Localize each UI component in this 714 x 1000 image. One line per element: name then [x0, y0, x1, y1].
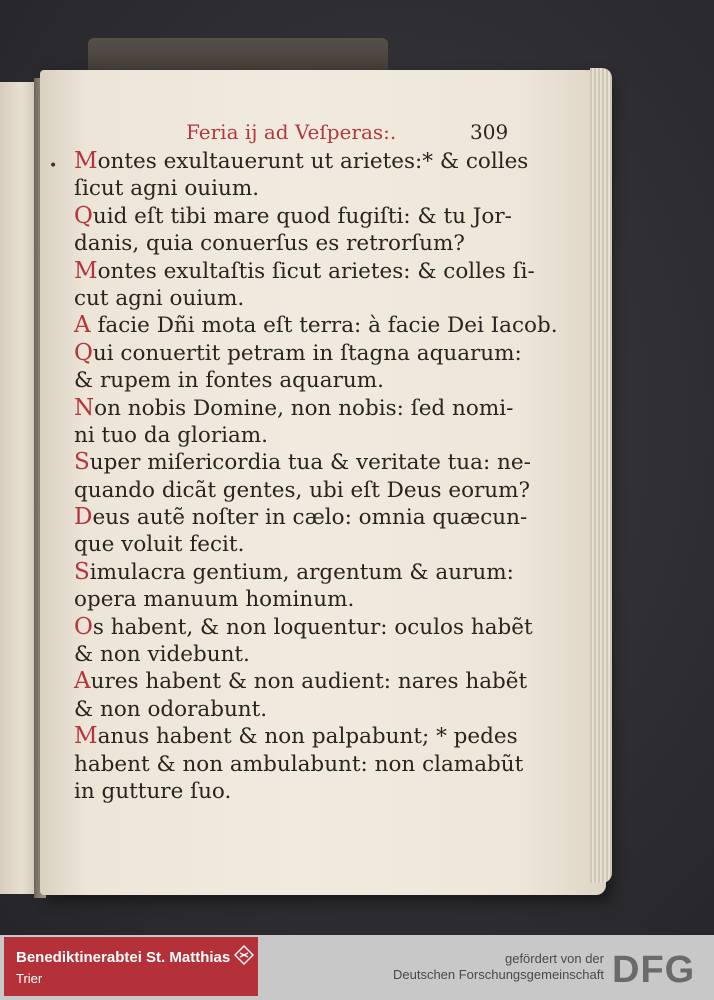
rubric-initial: Q [74, 202, 93, 229]
dfg-logo[interactable] [612, 949, 706, 987]
rubric-initial: M [74, 257, 98, 284]
text-line [74, 230, 524, 257]
text-line [74, 559, 524, 586]
text-line [74, 175, 524, 202]
text-line [74, 367, 524, 394]
text-line [74, 723, 524, 750]
page-number: 309 [470, 120, 509, 144]
text-line [74, 257, 535, 285]
footer-bar [0, 935, 714, 1000]
margin-mark: • [49, 158, 58, 174]
line-text: ſicut agni ouium. [74, 176, 260, 202]
rubric-initial: M [74, 723, 98, 750]
text-line [74, 504, 528, 531]
psalm-text [74, 148, 558, 805]
line-text: cut agni ouium. [74, 285, 245, 311]
institution-name: Benediktinerabtei St. Matthias [16, 949, 231, 966]
line-text: uid eſt tibi mare quod fugiſti: & tu Jor- [92, 203, 512, 229]
line-text: s habent, & non loquentur: oculos habẽt [92, 614, 533, 640]
funding-note [393, 951, 604, 983]
line-text: quando dicãt gentes, ubi eſt Deus eorum? [74, 477, 531, 503]
line-text: imulacra gentium, argentum & aurum: [89, 559, 514, 585]
text-line [74, 449, 531, 476]
line-text: ui conuertit petram in ſtagna aquarum: [92, 340, 522, 366]
line-text: habent & non ambulabunt: non clamabũt [74, 751, 524, 777]
text-line [74, 778, 524, 805]
line-text: uper miſericordia tua & veritate tua: ne- [89, 450, 531, 476]
line-text: ni tuo da gloriam. [74, 422, 269, 448]
abbey-emblem-icon [234, 945, 254, 965]
rubric-initial: D [74, 504, 93, 531]
line-text: ures habent & non audient: nares habẽt [90, 669, 528, 695]
text-line [74, 285, 524, 312]
text-line [74, 751, 524, 778]
text-line [74, 641, 524, 668]
rubric-initial: S [74, 558, 90, 585]
line-text: in gutture ſuo. [74, 778, 232, 804]
line-text: facie Dñi mota eſt terra: à facie Dei Iacob. [90, 313, 558, 339]
funding-line-1: gefördert von der [504, 951, 604, 966]
institution-city: Trier [16, 971, 43, 986]
rubric-initial: S [74, 449, 90, 476]
line-text: & non odorabunt. [74, 696, 268, 722]
text-line [74, 340, 524, 367]
text-line [74, 477, 531, 504]
line-text: anus habent & non palpabunt; * pedes [97, 724, 518, 750]
text-line [74, 422, 524, 449]
line-text: ontes exultauerunt ut arietes:* & colles [97, 149, 529, 174]
text-line [74, 531, 524, 558]
line-text: opera manuum hominum. [74, 587, 355, 613]
line-text: eus autẽ noſter in cælo: omnia quæcun- [92, 505, 528, 531]
rubric-initial: N [74, 394, 95, 421]
text-line [74, 696, 524, 723]
rubric-initial: O [74, 613, 93, 640]
line-text: ontes exultaſtis ſicut arietes: & colles ſi- [97, 258, 535, 284]
text-line [74, 395, 524, 422]
rubric-initial: A [74, 312, 91, 339]
text-line [74, 668, 528, 695]
rubric-initial: M [74, 148, 98, 174]
line-text: que voluit fecit. [74, 532, 245, 558]
line-text: & rupem in fontes aquarum. [74, 368, 384, 394]
text-line [74, 148, 529, 175]
rubric-initial: Q [74, 339, 93, 366]
dfg-logo-text: DFG [612, 949, 696, 987]
line-text: danis, quia conuerſus es retrorſum? [74, 231, 465, 257]
text-line [74, 203, 524, 230]
text-line [74, 312, 558, 339]
institution-banner[interactable] [4, 937, 258, 996]
page-fore-edge [590, 68, 612, 883]
text-line [74, 586, 524, 613]
running-header: Feria ij ad Veſperas:. [186, 120, 397, 144]
line-text: & non videbunt. [74, 642, 250, 668]
rubric-initial: A [74, 668, 91, 695]
line-text: on nobis Domine, non nobis: ſed nomi- [94, 395, 514, 421]
text-line [74, 613, 533, 641]
funding-line-2: Deutschen Forschungsgemeinschaft [392, 967, 604, 982]
